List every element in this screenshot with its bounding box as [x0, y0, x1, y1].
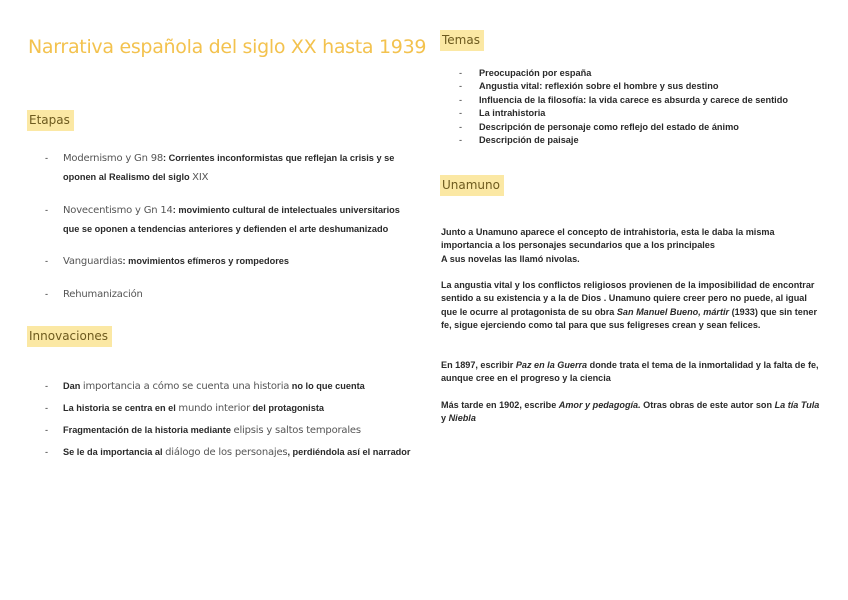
list-item: - Descripción de personaje como reflejo del estado de ánimo [441, 121, 831, 134]
list-item: - Preocupación por españa [441, 67, 831, 80]
innov-text: no lo que cuenta [289, 381, 365, 391]
innov-highlight: importancia a cómo se cuenta una historia [82, 381, 290, 392]
innov-highlight: diálogo de los personajes [165, 447, 288, 458]
list-item: - Influencia de la filosofía: la vida carece es absurda y carece de sentido [441, 94, 831, 107]
list-item [45, 401, 415, 416]
innov-text: , perdiéndola así el narrador [287, 447, 411, 457]
innov-text: Se le da importancia al [63, 447, 166, 457]
unamuno-paragraph-4 [441, 399, 821, 426]
list-item [45, 423, 415, 438]
unamuno-heading: Unamuno [440, 175, 504, 196]
innov-highlight: mundo interior [178, 403, 250, 414]
list-item: - Descripción de paisaje [441, 134, 831, 147]
paragraph-text: donde trata el tema de la inmortalidad y la falta de fe, aunque cree en el progreso y la ciencia [441, 360, 819, 384]
innov-text: Fragmentación de la historia mediante [63, 425, 234, 435]
etapa-term: Vanguardias [63, 256, 123, 267]
paragraph-text: En 1897, escribir [441, 360, 516, 370]
paragraph-text: A sus novelas las llamó nivolas. [441, 253, 580, 264]
paragraph-text: Otras obras de este autor son [640, 400, 775, 410]
etapa-term: Modernismo y Gn 98 [63, 153, 164, 164]
work-title: Amor y pedagogía. [558, 400, 641, 410]
innov-text: La historia se centra en el [63, 403, 179, 413]
paragraph-text: Junto a Unamuno aparece el concepto de intrahistoria, esta le daba la misma importancia a los personajes secundarios que a los principales [441, 227, 775, 251]
work-title: Paz en la Guerra [515, 360, 588, 370]
etapa-term: Novecentismo y Gn 14 [63, 205, 173, 216]
temas-heading: Temas [440, 30, 484, 51]
temas-list [441, 67, 831, 147]
unamuno-paragraph-3 [441, 359, 821, 386]
list-item [45, 445, 415, 460]
list-item: - Angustia vital: reflexión sobre el hombre y sus destino [441, 80, 831, 93]
innovaciones-list [45, 379, 415, 467]
list-item: - La intrahistoria [441, 107, 831, 120]
etapa-text: : movimiento cultural de intelectuales universitarios que se oponen a tendencias anteriores y defienden el arte deshumanizado [63, 205, 400, 234]
list-item [45, 285, 405, 304]
paragraph-text: La angustia vital y los conflictos religiosos provienen de la imposibilidad de encontrar sentido a su existencia y a la de Dios . Unamuno quiere creer pero no puede, al igual que le ocurre al protagonista de su obra [441, 280, 815, 317]
paragraph-text: (1933) que sin tener fe, sigue ejerciendo como tal para que sus feligreses crean y sean felices. [441, 306, 817, 331]
etapa-tail: XIX [192, 172, 209, 183]
etapa-text: : movimientos efímeros y rompedores [122, 256, 289, 266]
innov-highlight: elipsis y saltos temporales [233, 425, 361, 436]
list-item [45, 379, 415, 394]
work-title: La tía Tula [774, 400, 820, 410]
innov-text: del protagonista [249, 403, 325, 413]
work-title: Niebla [448, 413, 476, 424]
list-item [45, 252, 405, 271]
page-title: Narrativa española del siglo XX hasta 1939 [28, 36, 427, 58]
list-item [45, 149, 405, 187]
etapa-term: Rehumanización [63, 289, 143, 300]
innovaciones-heading: Innovaciones [27, 326, 112, 347]
work-title: San Manuel Bueno, mártir [616, 306, 730, 317]
unamuno-paragraph-1 [441, 226, 821, 266]
etapa-text: : Corrientes inconformistas que reflejan la crisis y se oponen al Realismo del siglo [63, 153, 395, 182]
paragraph-text: y [441, 413, 449, 424]
innov-text: Dan [63, 381, 83, 391]
unamuno-paragraph-2 [441, 279, 821, 333]
list-item [45, 201, 405, 238]
etapas-list [45, 149, 405, 318]
etapas-heading: Etapas [27, 110, 74, 131]
paragraph-text: Más tarde en 1902, escribe [441, 400, 559, 410]
